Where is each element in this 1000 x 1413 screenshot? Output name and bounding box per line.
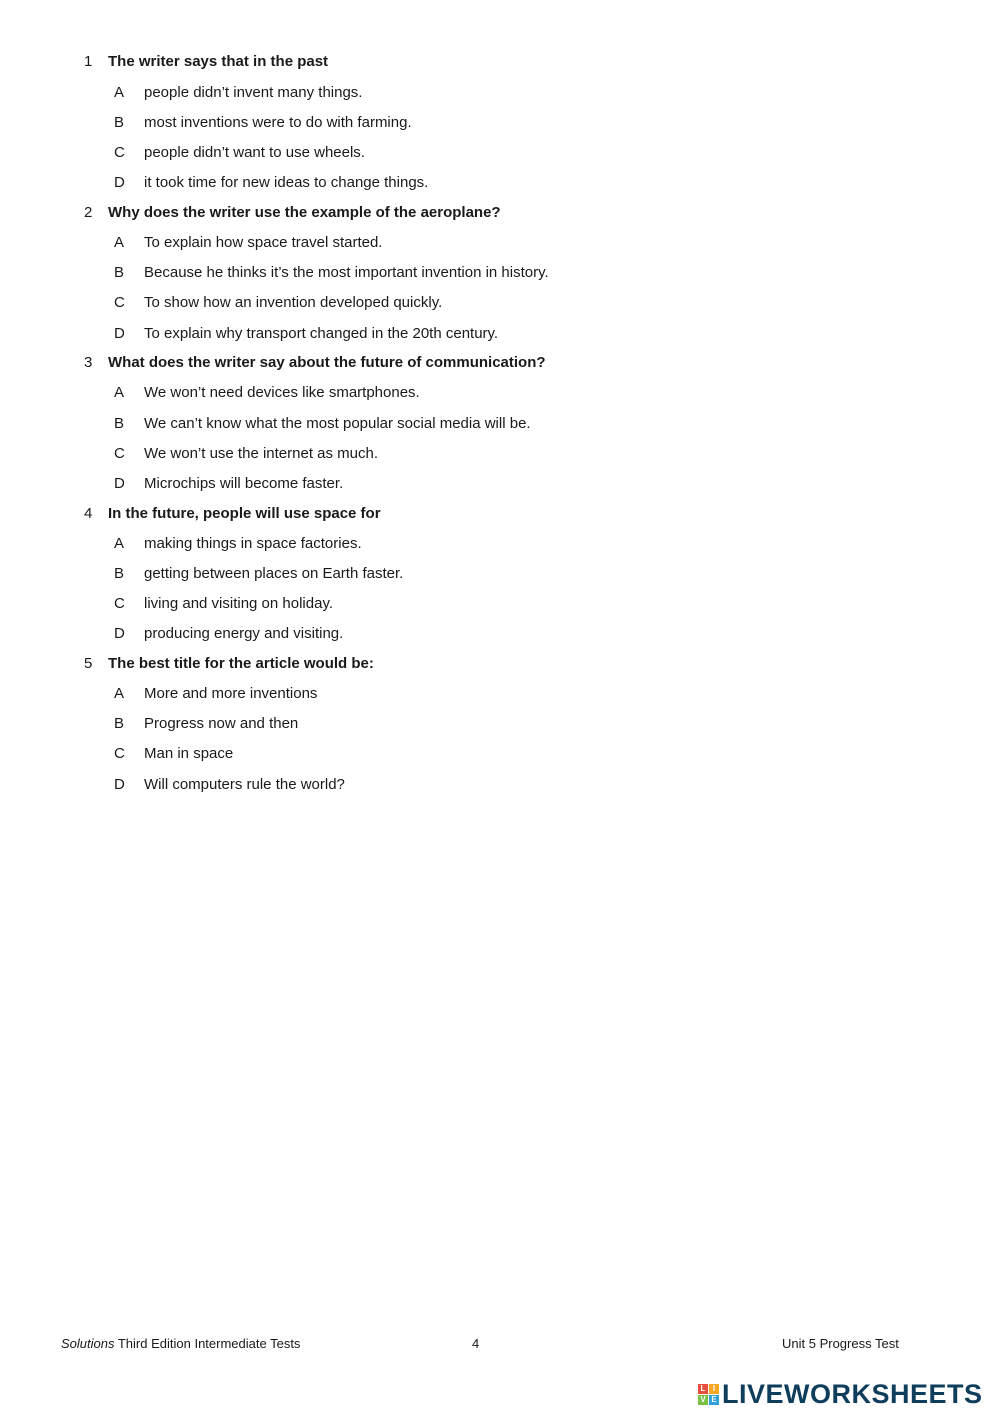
logo-mark-icon bbox=[698, 1384, 719, 1405]
footer-book-title bbox=[61, 1335, 300, 1353]
option-letter: D bbox=[114, 776, 125, 793]
option-letter: A bbox=[114, 84, 125, 101]
liveworksheets-logo[interactable] bbox=[698, 1378, 983, 1410]
option-text: making things in space factories. bbox=[144, 535, 362, 552]
option-text: Microchips will become faster. bbox=[144, 475, 344, 492]
book-subtitle: Third Edition Intermediate Tests bbox=[114, 1336, 301, 1351]
option-text: people didn’t want to use wheels. bbox=[144, 144, 365, 161]
footer-page-number: 4 bbox=[472, 1336, 480, 1351]
question-text: In the future, people will use space for bbox=[108, 505, 381, 522]
option-letter: D bbox=[114, 174, 125, 191]
option-letter: B bbox=[114, 264, 125, 281]
question-text: Why does the writer use the example of the aeroplane? bbox=[108, 204, 501, 221]
option-text: To explain how space travel started. bbox=[144, 234, 383, 251]
option-letter: C bbox=[114, 595, 125, 612]
option-letter: D bbox=[114, 325, 125, 342]
option-text: Progress now and then bbox=[144, 715, 299, 732]
option-letter: A bbox=[114, 234, 125, 251]
option-letter: D bbox=[114, 475, 125, 492]
option-text: To show how an invention developed quickly. bbox=[144, 294, 443, 311]
option-text: More and more inventions bbox=[144, 685, 318, 702]
logo-mark-tile: V bbox=[698, 1395, 708, 1405]
option-letter: B bbox=[114, 415, 125, 432]
question-number: 4 bbox=[84, 505, 93, 522]
option-text: getting between places on Earth faster. bbox=[144, 565, 404, 582]
question-number: 2 bbox=[84, 204, 93, 221]
option-text: most inventions were to do with farming. bbox=[144, 114, 412, 131]
option-text: living and visiting on holiday. bbox=[144, 595, 334, 612]
option-letter: B bbox=[114, 715, 125, 732]
option-text: To explain why transport changed in the 20th century. bbox=[144, 325, 499, 342]
question-text: The best title for the article would be: bbox=[108, 655, 374, 672]
logo-mark-tile: E bbox=[709, 1395, 719, 1405]
logo-mark-tile: I bbox=[709, 1384, 719, 1394]
option-text: Because he thinks it’s the most important invention in history. bbox=[144, 264, 549, 281]
option-text: people didn’t invent many things. bbox=[144, 84, 363, 101]
logo-mark-tile: L bbox=[698, 1384, 708, 1394]
question-number: 1 bbox=[84, 53, 93, 70]
option-letter: C bbox=[114, 144, 125, 161]
option-text: Will computers rule the world? bbox=[144, 776, 345, 793]
option-text: Man in space bbox=[144, 745, 234, 762]
question-text: The writer says that in the past bbox=[108, 53, 329, 70]
option-letter: C bbox=[114, 745, 125, 762]
question-number: 3 bbox=[84, 354, 93, 371]
footer-unit: Unit 5 Progress Test bbox=[782, 1336, 899, 1351]
option-letter: A bbox=[114, 384, 125, 401]
option-letter: B bbox=[114, 565, 125, 582]
option-letter: B bbox=[114, 114, 125, 131]
option-text: it took time for new ideas to change things. bbox=[144, 174, 429, 191]
option-letter: C bbox=[114, 294, 125, 311]
option-letter: A bbox=[114, 535, 125, 552]
option-text: We can’t know what the most popular social media will be. bbox=[144, 415, 531, 432]
option-text: We won’t use the internet as much. bbox=[144, 445, 379, 462]
question-text: What does the writer say about the future of communication? bbox=[108, 354, 546, 371]
option-text: We won’t need devices like smartphones. bbox=[144, 384, 420, 401]
book-title: Solutions bbox=[61, 1336, 115, 1351]
option-letter: D bbox=[114, 625, 125, 642]
option-letter: C bbox=[114, 445, 125, 462]
question-number: 5 bbox=[84, 655, 93, 672]
logo-text: LIVEWORKSHEETS bbox=[722, 1378, 983, 1409]
option-letter: A bbox=[114, 685, 125, 702]
option-text: producing energy and visiting. bbox=[144, 625, 344, 642]
